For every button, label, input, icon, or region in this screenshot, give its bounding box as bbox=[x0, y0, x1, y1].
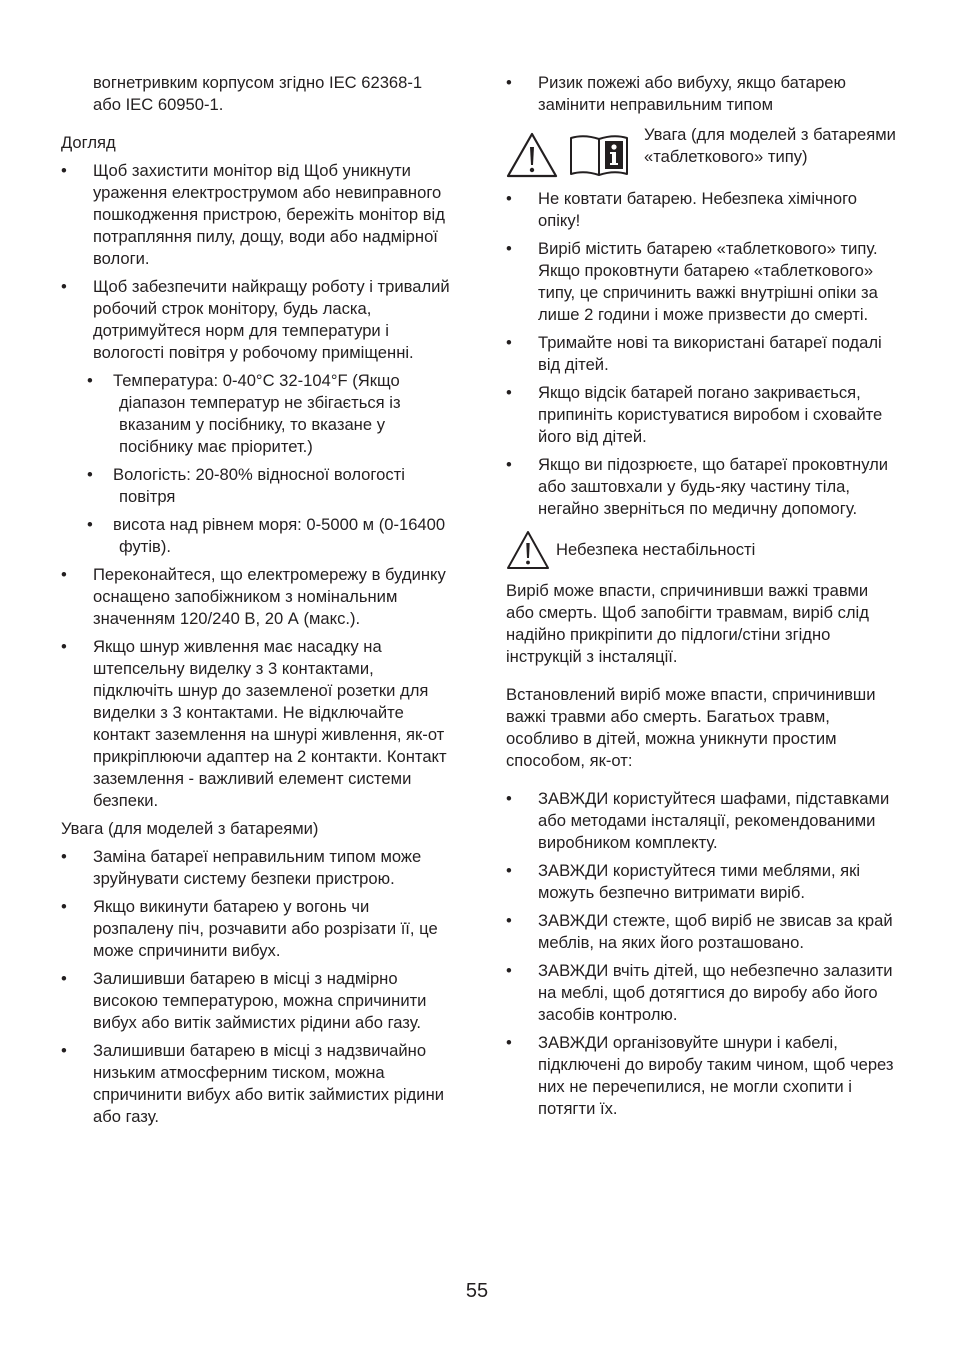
list-item: • Щоб захистити монітор від Щоб уникнути ураження електрострумом або невиправного пошкодження пристрою, бережіть монітор від потрапляння пилу, дощу, води або надмірної вологи. bbox=[61, 160, 453, 270]
instability-heading: Небезпека нестабільності bbox=[556, 540, 756, 559]
list-item: • ЗАВЖДИ стежте, щоб виріб не звисав за край меблів, на яких його розташовано. bbox=[506, 910, 896, 954]
list-item: • Заміна батареї неправильним типом може зруйнувати систему безпеки пристрою. bbox=[61, 846, 453, 890]
list-item: • ЗАВЖДИ користуйтеся тими меблями, які можуть безпечно витримати виріб. bbox=[506, 860, 896, 904]
coin-battery-warning bbox=[506, 124, 896, 178]
conditions-sublist bbox=[93, 370, 453, 558]
list-item: • ЗАВЖДИ організовуйте шнури і кабелі, підключені до виробу таким чином, щоб через них не перечепилися, не могли схопити і потягти їх. bbox=[506, 1032, 896, 1120]
list-item: • Залишивши батарею в місці з надмірно високою температурою, можна спричинити вибух або витік займистих рідини або газу. bbox=[61, 968, 453, 1034]
warning-triangle-icon bbox=[506, 530, 550, 570]
page-number: 55 bbox=[465, 1280, 489, 1302]
coin-battery-heading: Увага (для моделей з батареями «таблеткового» типу) bbox=[644, 125, 896, 166]
list-item: • Якщо шнур живлення має насадку на штепсельну виделку з 3 контактами, підключіть шнур до заземленої розетки для виделки з 3 контактами. Не відключайте контакт заземлення на шнурі живлення, як-от прикріплюючи адаптер на 2 контакти. Контакт заземлення - важливий елемент системи безпеки. bbox=[61, 636, 453, 812]
coin-battery-list bbox=[506, 188, 896, 520]
battery-list bbox=[61, 846, 453, 1128]
left-column bbox=[61, 72, 453, 1134]
list-item: • ЗАВЖДИ користуйтеся шафами, підставками або методами інсталяції, рекомендованими виробником комплекту. bbox=[506, 788, 896, 854]
list-item: • Переконайтеся, що електромережу в будинку оснащено запобіжником з номінальним значенням 120/240 В, 20 А (макс.). bbox=[61, 564, 453, 630]
list-item: • Якщо ви підозрюєте, що батареї проковтнули або заштовхали у будь-яку частину тіла, негайно зверніться по медичну допомогу. bbox=[506, 454, 896, 520]
fire-risk-list bbox=[506, 72, 896, 116]
list-item: • Вологість: 20-80% відносної вологості повітря bbox=[93, 464, 453, 508]
manual-info-icon bbox=[568, 132, 630, 178]
list-item: • ЗАВЖДИ вчіть дітей, що небезпечно залазити на меблі, щоб дотягтися до виробу або його засобів контролю. bbox=[506, 960, 896, 1026]
list-item: • Щоб забезпечити найкращу роботу і тривалий робочий строк монітору, будь ласка, дотримуйтеся норм для температури і вологості повітря у робочому приміщенні. • Температура: 0-40°C 32-104°F (Якщо діапазон температур не збігається із вказаним у посібнику, то вказане у посібнику має пріоритет.) • Вологість: 20-80% відносної вологості повітря • висота над рівнем моря: 0-5000 м (0-16400 футів). bbox=[61, 276, 453, 558]
care-heading: Догляд bbox=[61, 133, 116, 152]
instability-paragraph-1: Виріб може впасти, спричинивши важкі травми або смерть. Щоб запобігти травмам, виріб слід надійно прикріпити до підлоги/стіни згідно інструкцій з інсталяції. bbox=[506, 581, 869, 666]
list-item: • Якщо викинути батарею у вогонь чи розпалену піч, розчавити або розрізати її, це може спричинити вибух. bbox=[61, 896, 453, 962]
list-item: • Температура: 0-40°C 32-104°F (Якщо діапазон температур не збігається із вказаним у посібнику, то вказане у посібнику має пріоритет.) bbox=[93, 370, 453, 458]
always-list bbox=[506, 788, 896, 1120]
care-list bbox=[61, 160, 453, 812]
list-item: • Не ковтати батарею. Небезпека хімічного опіку! bbox=[506, 188, 896, 232]
battery-heading: Увага (для моделей з батареями) bbox=[61, 819, 319, 838]
list-item: • висота над рівнем моря: 0-5000 м (0-16400 футів). bbox=[93, 514, 453, 558]
list-item: • Ризик пожежі або вибуху, якщо батарею замінити неправильним типом bbox=[506, 72, 896, 116]
list-item: • Залишивши батарею в місці з надзвичайно низьким атмосферним тиском, можна спричинити вибух або витік займистих рідини або газу. bbox=[61, 1040, 453, 1128]
list-item: • Якщо відсік батарей погано закривається, припиніть користуватися виробом і сховайте його від дітей. bbox=[506, 382, 896, 448]
warning-triangle-icon bbox=[506, 132, 558, 178]
continuation-text: вогнетривким корпусом згідно IEC 62368-1 або IEC 60950-1. bbox=[93, 73, 423, 114]
instability-paragraph-2: Встановлений виріб може впасти, спричинивши важкі травми або смерть. Багатьох травм, особливо в дітей, можна уникнути простим способом, як-от: bbox=[506, 685, 876, 770]
list-item: • Виріб містить батарею «таблеткового» типу. Якщо проковтнути батарею «таблеткового» типу, це спричинить важкі внутрішні опіки за лише 2 години і може призвести до смерті. bbox=[506, 238, 896, 326]
list-item: • Тримайте нові та використані батареї подалі від дітей. bbox=[506, 332, 896, 376]
right-column bbox=[506, 72, 896, 1126]
instability-warning bbox=[506, 530, 896, 570]
